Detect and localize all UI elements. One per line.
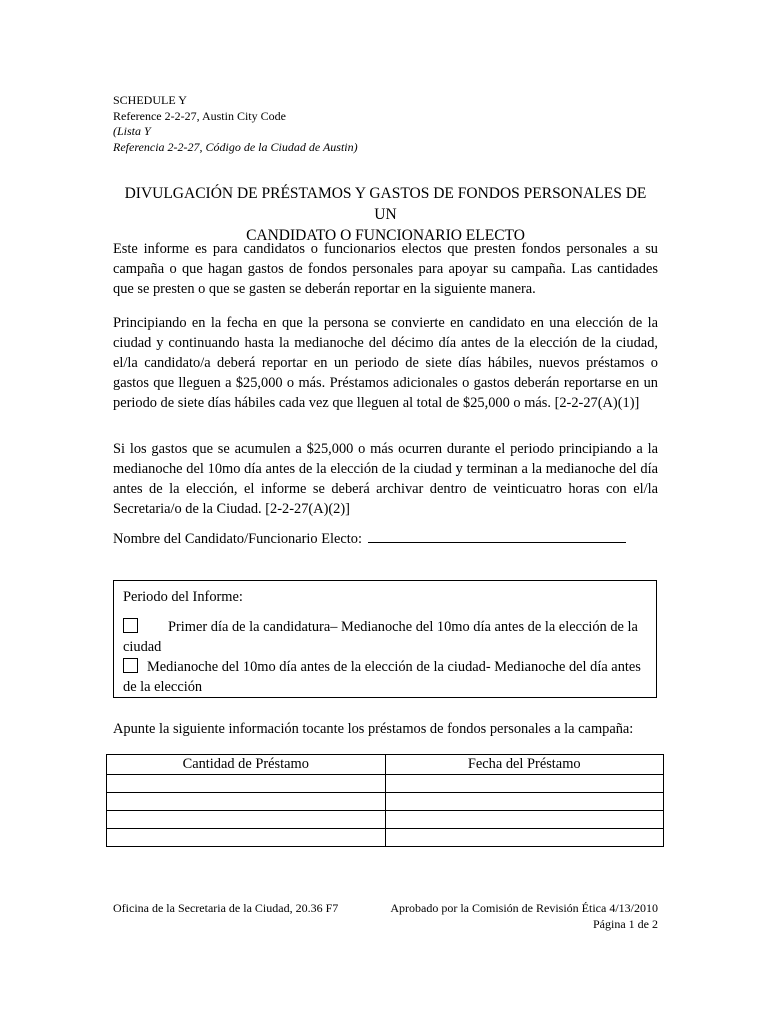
loan-amount-cell[interactable] — [107, 811, 386, 829]
period-option-2-checkbox[interactable] — [123, 658, 138, 673]
late-period-paragraph: Si los gastos que se acumulen a $25,000 o más ocurren durante el periodo principiando a la medianoche del 10mo día antes de la elección de la ciudad y terminan a la medianoche del día antes de la elección, el informe se deberá archivar dentro de veinticuatro horas con el/la Secretaria/o de la Ciudad. [2-2-27(A)(2)] — [113, 441, 658, 517]
loan-amount-cell[interactable] — [107, 829, 386, 847]
intro-paragraph: Este informe es para candidatos o funcionarios electos que presten fondos personales a su campaña o que hagan gastos de fondos personales para apoyar su campaña. Las cantidades que se presten o que se gasten se deberán reportar en la siguiente manera. — [113, 241, 658, 297]
schedule-title-es: (Lista Y — [113, 124, 151, 138]
document-title — [113, 183, 658, 246]
report-period-box — [113, 580, 657, 698]
footer-approval-text: Aprobado por la Comisión de Revisión Ética 4/13/2010 — [390, 901, 658, 915]
loan-date-cell[interactable] — [385, 775, 664, 793]
schedule-reference: Reference 2-2-27, Austin City Code — [113, 108, 286, 123]
footer-approval — [388, 901, 658, 932]
loan-amount-header: Cantidad de Préstamo — [107, 755, 386, 775]
period-option-1 — [123, 617, 647, 657]
loan-instruction: Apunte la siguiente información tocante los préstamos de fondos personales a la campaña: — [113, 721, 634, 737]
loan-date-cell[interactable] — [385, 793, 664, 811]
loan-amount-cell[interactable] — [107, 775, 386, 793]
table-row — [107, 793, 664, 811]
candidate-name-row — [113, 528, 626, 549]
period-option-1-label: Primer día de la candidatura– Medianoche del 10mo día antes de la elección de la ciudad — [123, 619, 638, 655]
loan-table-header-row — [107, 755, 664, 775]
reporting-rule-paragraph: Principiando en la fecha en que la persona se convierte en candidato en una elección de la ciudad y continuando hasta la medianoche del décimo día antes de la elección de la ciudad, el/la candidato/a deberá reportar en un periodo de siete días hábiles, nuevos préstamos o gastos que lleguen a $25,000 o más. Préstamos adicionales o gastos deberán reportarse en un periodo de siete días hábiles cada vez que lleguen al total de $25,000 o más. [2-2-27(A)(1)] — [113, 315, 658, 411]
schedule-title: SCHEDULE Y — [113, 93, 187, 107]
table-row — [107, 811, 664, 829]
period-option-2 — [123, 657, 647, 697]
page-number: Página 1 de 2 — [593, 916, 658, 931]
table-row — [107, 775, 664, 793]
loan-date-header: Fecha del Préstamo — [385, 755, 664, 775]
period-option-2-label: Medianoche del 10mo día antes de la elección de la ciudad- Medianoche del día antes de la elección — [123, 659, 641, 695]
report-period-label: Periodo del Informe: — [123, 589, 243, 605]
document-title-line2: CANDIDATO O FUNCIONARIO ELECTO — [246, 227, 525, 244]
table-row — [107, 829, 664, 847]
period-option-1-checkbox[interactable] — [123, 618, 138, 633]
loan-table — [106, 754, 664, 847]
schedule-reference-es: Referencia 2-2-27, Código de la Ciudad de Austin) — [113, 139, 358, 154]
candidate-name-label: Nombre del Candidato/Funcionario Electo: — [113, 531, 362, 547]
candidate-name-field[interactable] — [368, 528, 626, 543]
schedule-header — [113, 93, 358, 155]
document-title-line1: DIVULGACIÓN DE PRÉSTAMOS Y GASTOS DE FONDOS PERSONALES DE UN — [124, 185, 647, 223]
loan-amount-cell[interactable] — [107, 793, 386, 811]
loan-date-cell[interactable] — [385, 811, 664, 829]
loan-date-cell[interactable] — [385, 829, 664, 847]
footer-office: Oficina de la Secretaria de la Ciudad, 20.36 F7 — [113, 901, 339, 915]
